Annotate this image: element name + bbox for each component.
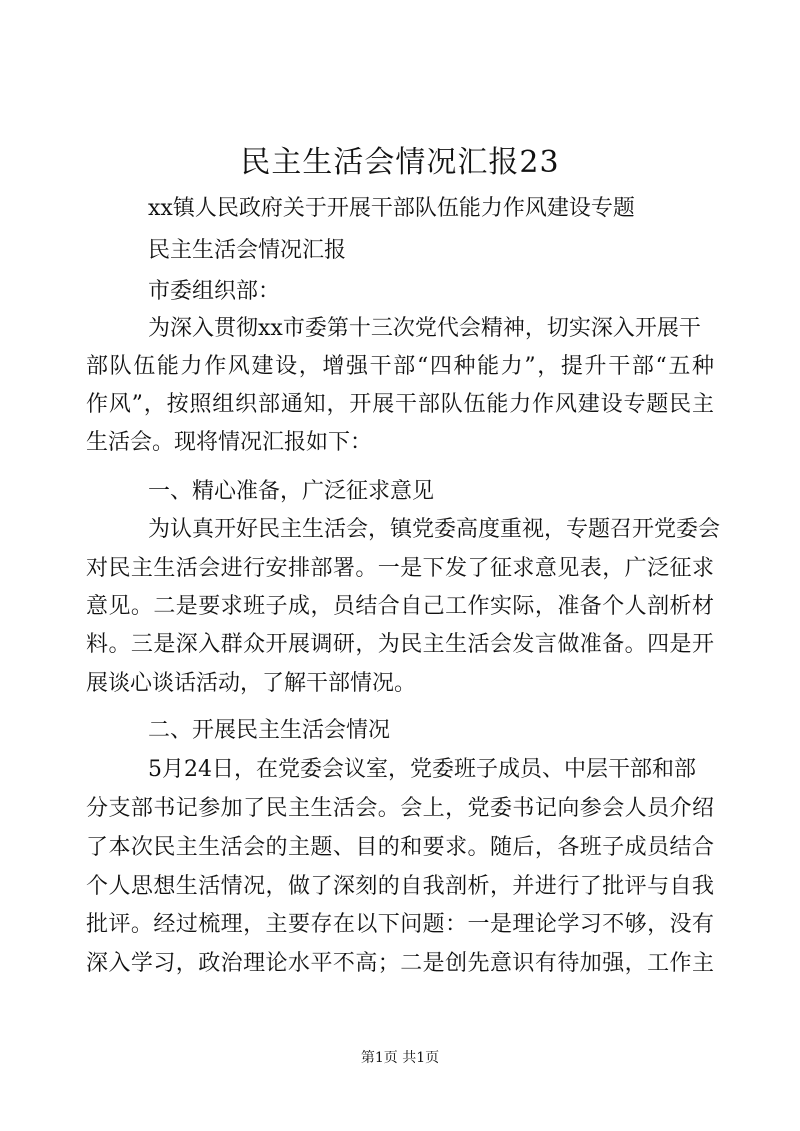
text-line: 料。三是深入群众开展调研，为民主生活会发言做准备。四是开 [86,632,714,657]
text-line: 民主生活会情况汇报 [148,238,347,263]
text-line: 分支部书记参加了民主生活会。会上，党委书记向参会人员介绍 [86,796,714,821]
text-line: 展谈心谈话活动，了解干部情况。 [86,671,417,696]
text-line: 批评。经过梳理，主要存在以下问题：一是理论学习不够，没有 [86,912,714,937]
section-heading: 二、开展民主生活会情况 [148,718,391,743]
text-line: 对民主生活会进行安排部署。一是下发了征求意见表，广泛征求 [86,556,714,581]
text-line: 5月24日，在党委会议室，党委班子成员、中层干部和部 [148,757,696,782]
text-line: 为认真开好民主生活会，镇党委高度重视，专题召开党委会 [148,517,721,542]
page-footer: 第1页 共1页 [360,1050,440,1066]
text-line: 市委组织部： [148,279,281,304]
text-line: 个人思想生活情况，做了深刻的自我剖析，并进行了批评与自我 [86,874,714,899]
text-line: 为深入贯彻xx市委第十三次党代会精神，切实深入开展干 [148,316,701,341]
section-heading: 一、精心准备，广泛征求意见 [148,479,435,504]
text-line: 生活会。现将情况汇报如下： [86,430,373,455]
text-line: 意见。二是要求班子成，员结合自己工作实际，准备个人剖析材 [86,594,714,619]
document-title: 民主生活会情况汇报23 [240,145,560,180]
text-line: xx镇人民政府关于开展干部队伍能力作风建设专题 [148,196,635,221]
text-line: 作风”，按照组织部通知，开展干部队伍能力作风建设专题民主 [86,392,714,417]
text-line: 了本次民主生活会的主题、目的和要求。随后，各班子成员结合 [86,835,714,860]
text-line: 深入学习，政治理论水平不高；二是创先意识有待加强，工作主 [86,951,714,976]
text-line: 部队伍能力作风建设，增强干部“四种能力”，提升干部“五种 [86,354,714,379]
